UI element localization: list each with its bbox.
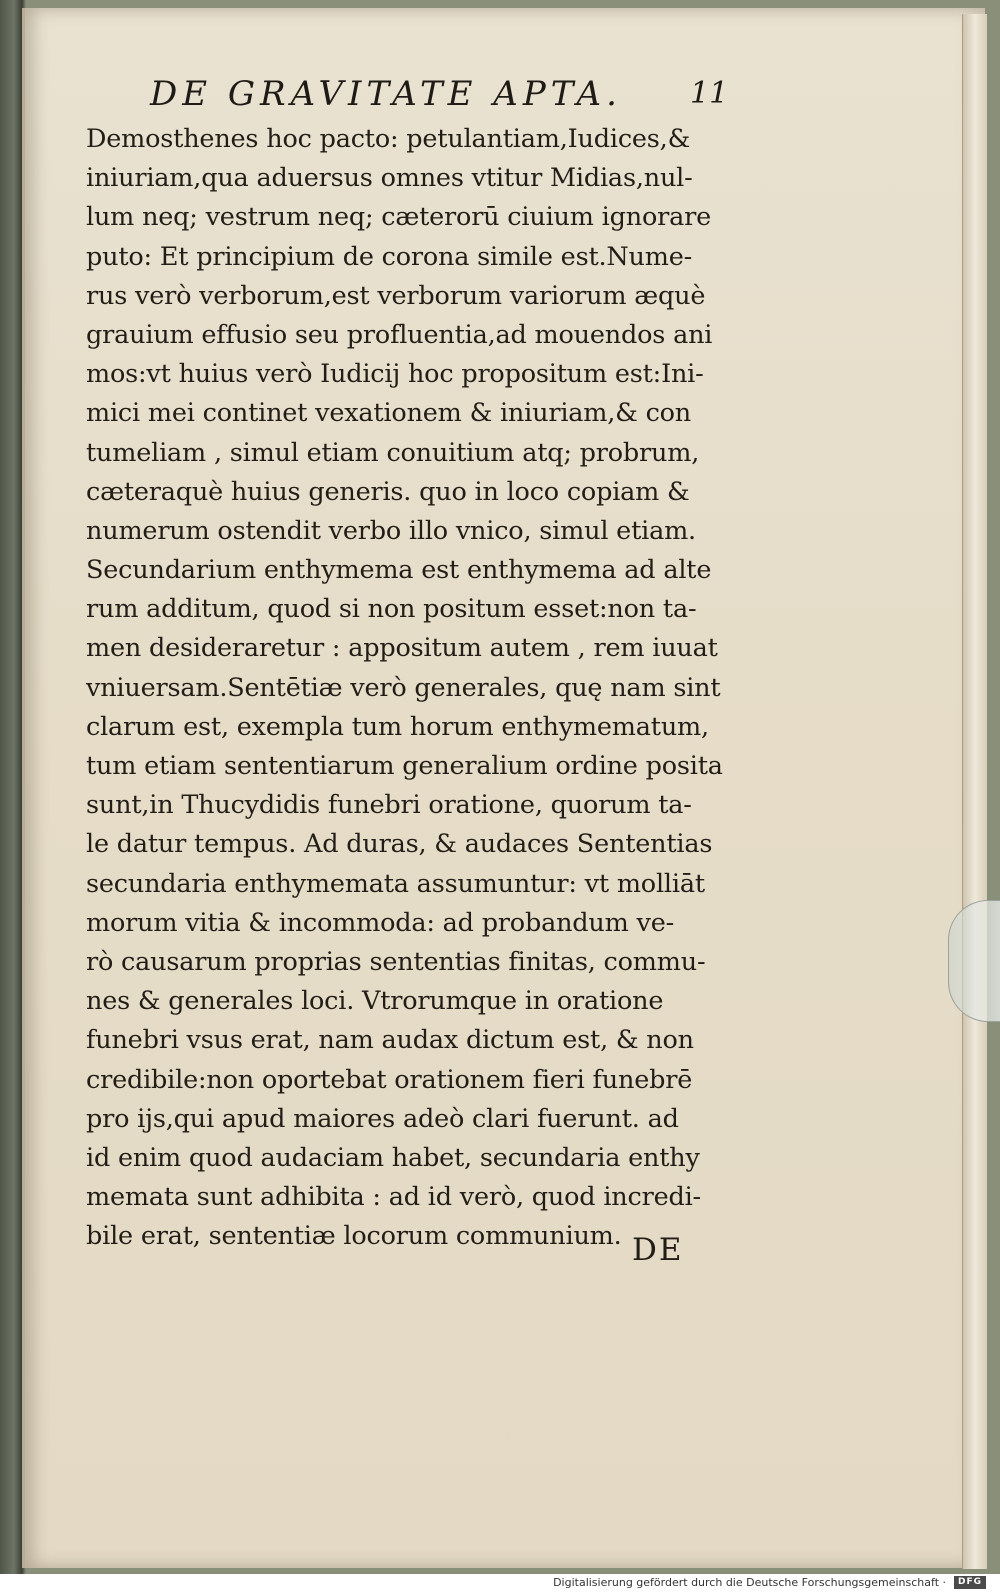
text-line: funebri vsus erat, nam audax dictum est, & non — [86, 1025, 694, 1056]
text-line: rò causarum proprias sententias finitas, commu- — [86, 946, 706, 977]
text-line: credibile:non oportebat orationem fieri funebrē — [86, 1064, 693, 1095]
text-line: rum additum, quod si non positum esset:non ta- — [86, 594, 697, 625]
text-line: numerum ostendit verbo illo vnico, simul etiam. — [86, 515, 696, 546]
catchword: DE — [632, 1232, 684, 1268]
text-line: mici mei continet vexationem & iniuriam,& con — [86, 398, 692, 429]
text-line: Demosthenes hoc pacto: petulantiam,Iudices,& — [86, 124, 691, 154]
text-line: grauium effusio seu profluentia,ad mouendos ani — [86, 319, 713, 350]
page-number: 11 — [690, 76, 729, 111]
text-line: memata sunt adhibita : ad id verò, quod incredi- — [86, 1182, 701, 1213]
text-line: clarum est, exempla tum horum enthymematum, — [86, 711, 709, 742]
text-line: pro ijs,qui apud maiores adeò clari fuerunt. ad — [86, 1103, 679, 1134]
footer-credit: Digitalisierung gefördert durch die Deutsche Forschungsgemeinschaft · — [553, 1576, 946, 1589]
text-line: lum neq; vestrum neq; cæterorū ciuium ignorare — [86, 202, 711, 233]
text-line: Secundarium enthymema est enthymema ad alte — [86, 555, 712, 586]
text-line: secundaria enthymemata assumuntur: vt molliāt — [86, 868, 705, 899]
text-line: le datur tempus. Ad duras, & audaces Sententias — [86, 829, 713, 860]
text-line: id enim quod audaciam habet, secundaria enthy — [86, 1142, 700, 1173]
text-line: mos:vt huius verò Iudicij hoc propositum est:Ini- — [86, 359, 704, 390]
text-line: rus verò verborum,est verborum variorum æquè — [86, 280, 706, 311]
body-text — [86, 120, 776, 1256]
dfg-logo: DFG — [954, 1576, 986, 1589]
text-line: sunt,in Thucydidis funebri oratione, quorum ta- — [86, 790, 692, 821]
text-line: men desideraretur : appositum autem , rem iuuat — [86, 633, 718, 664]
text-line: tum etiam sententiarum generalium ordine posita — [86, 751, 723, 781]
text-line: tumeliam , simul etiam conuitium atq; probrum, — [86, 437, 700, 468]
text-line: iniuriam,qua aduersus omnes vtitur Midias,nul- — [86, 163, 693, 194]
text-line: puto: Et principium de corona simile est.Nume- — [86, 241, 693, 272]
text-line: cæteraquè huius generis. quo in loco copiam & — [86, 476, 690, 507]
page-clip — [948, 900, 1000, 1022]
text-line: morum vitia & incommoda: ad probandum ve- — [86, 907, 675, 938]
text-line: nes & generales loci. Vtrorumque in oratione — [86, 986, 664, 1017]
running-head: DE GRAVITATE APTA. — [150, 74, 622, 114]
page-edge — [962, 14, 987, 1569]
text-line: vniuersam.Sentētiæ verò generales, quę nam sint — [86, 672, 721, 703]
text-line: bile erat, sententiæ locorum communium. — [86, 1221, 622, 1252]
